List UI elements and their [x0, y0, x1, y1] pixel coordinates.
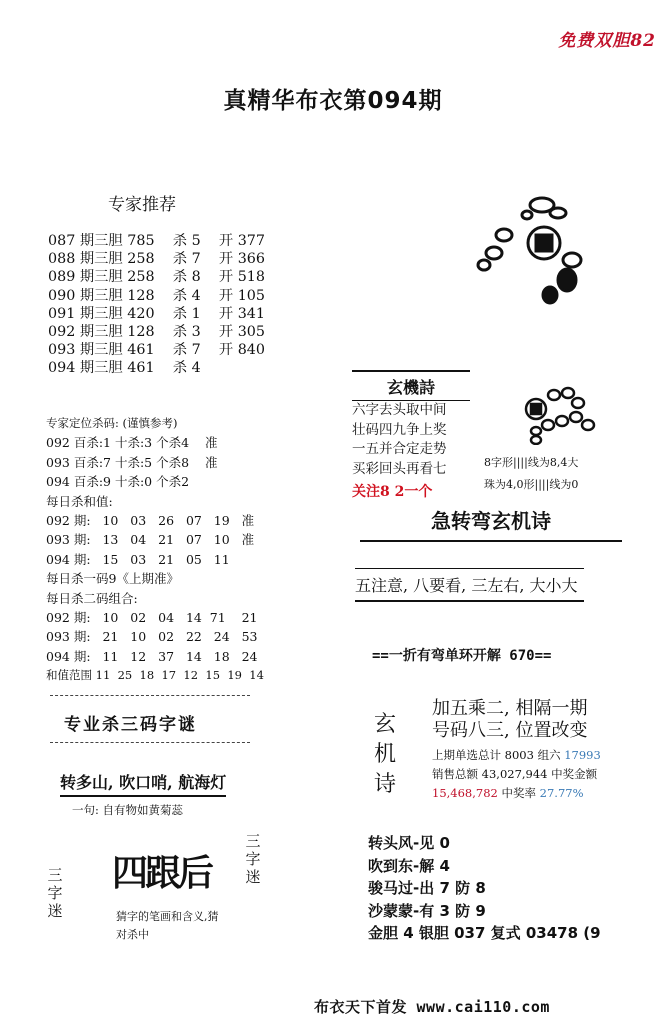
kill3-title: 专业杀三码字谜: [64, 715, 197, 735]
five-notes: 五注意, 八要看, 三左右, 大小大: [355, 568, 584, 602]
vertical-char: 诗: [373, 772, 396, 797]
xuanji-vertical-title: [372, 710, 398, 800]
riddle-hint: 一句: 自有物如黄菊蕊: [72, 803, 184, 817]
poem-line: 买彩回头再看七: [352, 460, 447, 477]
divider: [50, 695, 250, 696]
riddle-line: 号码八三, 位置改变: [432, 720, 588, 741]
bead-note: 珠为4,0形||||线为0: [484, 478, 579, 491]
expert-heading: 专家推荐: [108, 195, 176, 215]
poem-highlight: 关注8 2一个: [352, 484, 433, 500]
group6-count: 17993: [564, 748, 601, 762]
expert-row: 090 期三胆 128 杀 4 开 105: [48, 287, 265, 304]
position-row: 093 百杀:7 十杀:5 个杀8 准: [46, 454, 218, 470]
position-row: 和值范围 11 25 18 17 12 15 19 14: [46, 668, 264, 683]
bead-notes: [484, 452, 578, 496]
position-row: 092 百杀:1 十杀:3 个杀4 准: [46, 435, 218, 451]
riddle-line: 加五乘二, 相隔一期: [432, 698, 588, 719]
hint-line: 骏马过-出 7 防 8: [368, 879, 486, 897]
position-row: 092 期: 10 02 04 14 71 21: [46, 610, 258, 626]
poem-title: 玄機詩: [352, 370, 470, 401]
expert-row: 089 期三胆 258 杀 8 开 518: [48, 269, 265, 286]
stats-text: 中奖率: [497, 786, 540, 800]
position-row: 093 期: 13 04 21 07 10 准: [46, 532, 255, 548]
bead-note: 8字形||||线为8,4大: [484, 456, 579, 469]
three-char-riddle-label: [242, 832, 264, 886]
sales-stats: [432, 746, 601, 803]
guess-line: 对杀中: [116, 928, 149, 941]
expert-row: 088 期三胆 258 杀 7 开 366: [48, 251, 265, 268]
riddle-big-text: 四跟后: [112, 853, 212, 894]
vertical-char: 玄: [373, 712, 396, 737]
expert-row: 093 期三胆 461 杀 7 开 840: [48, 342, 265, 359]
position-heading: 专家定位杀码: (谨慎参考): [46, 416, 178, 430]
vertical-char: 迷: [47, 902, 63, 920]
divider: [50, 742, 250, 743]
riddle-main: 转多山, 吹口哨, 航海灯: [60, 770, 226, 797]
stats-line: 销售总额 43,027,944 中奖金额: [432, 767, 598, 781]
vertical-char: 字: [245, 850, 261, 868]
vertical-char: 三: [47, 866, 63, 884]
position-row: 092 期: 10 03 26 07 19 准: [46, 513, 255, 529]
xuanji-poem: [352, 370, 470, 501]
stats-line: [432, 784, 601, 803]
hint-line: 吹到东-解 4: [368, 856, 450, 875]
stats-text: 上期单选总计 8003 组六: [432, 748, 565, 762]
vertical-char: 迷: [245, 868, 261, 886]
vertical-char: 字: [47, 884, 63, 902]
position-row: 每日杀二码组合:: [46, 590, 138, 606]
prize-amount: 15,468,782: [432, 786, 498, 800]
page-title: 真精华布衣第094期: [223, 88, 443, 114]
poem-line: 一五并合定走势: [352, 441, 447, 457]
position-row: 094 百杀:9 十杀:0 个杀2: [46, 474, 190, 490]
position-row: 每日杀一码9《上期准》: [46, 571, 179, 587]
decorative-clipart-icon: [472, 185, 622, 310]
footer-source: 布衣天下首发 www.cai110.com: [314, 998, 550, 1016]
bead-chain-icon: [518, 385, 610, 445]
position-row: 093 期: 21 10 02 22 24 53: [46, 629, 258, 645]
sharp-turn-title: 急转弯玄机诗: [360, 505, 622, 542]
win-rate: 27.77%: [539, 786, 584, 800]
vertical-char: 三: [245, 832, 261, 850]
position-row: 094 期: 15 03 21 05 11: [46, 551, 230, 567]
corner-tag: 免费双胆82: [558, 31, 656, 51]
stats-line: [432, 746, 601, 765]
guess-line: 猜字的笔画和含义,猜: [116, 910, 219, 923]
hint-line: 转头风-见 0: [368, 834, 450, 852]
three-char-riddle-label: [44, 866, 66, 920]
position-kill-section: [46, 414, 264, 686]
expert-row: 092 期三胆 128 杀 3 开 305: [48, 324, 265, 341]
poem-line: 壮码四九争上奖: [352, 421, 447, 438]
expert-row: 091 期三胆 420 杀 1 开 341: [48, 305, 265, 322]
hint-line: 金胆 4 银胆 037 复式 03478 (9: [368, 924, 601, 942]
position-row: 每日杀和值:: [46, 493, 113, 509]
position-row: 094 期: 11 12 37 14 18 24: [46, 648, 258, 664]
riddle-lines: [432, 698, 587, 742]
poem-line: 六字去头取中间: [352, 402, 447, 418]
expert-list: [48, 232, 265, 378]
hint-line: 沙蒙蒙-有 3 防 9: [368, 901, 486, 920]
expert-row: 087 期三胆 785 杀 5 开 377: [48, 233, 265, 249]
hint-list: [368, 832, 601, 945]
expert-row: 094 期三胆 461 杀 4: [48, 360, 201, 377]
vertical-char: 机: [373, 742, 396, 767]
fold-line: ==一折有弯单环开解 670==: [372, 648, 552, 664]
guess-note: [116, 908, 219, 944]
